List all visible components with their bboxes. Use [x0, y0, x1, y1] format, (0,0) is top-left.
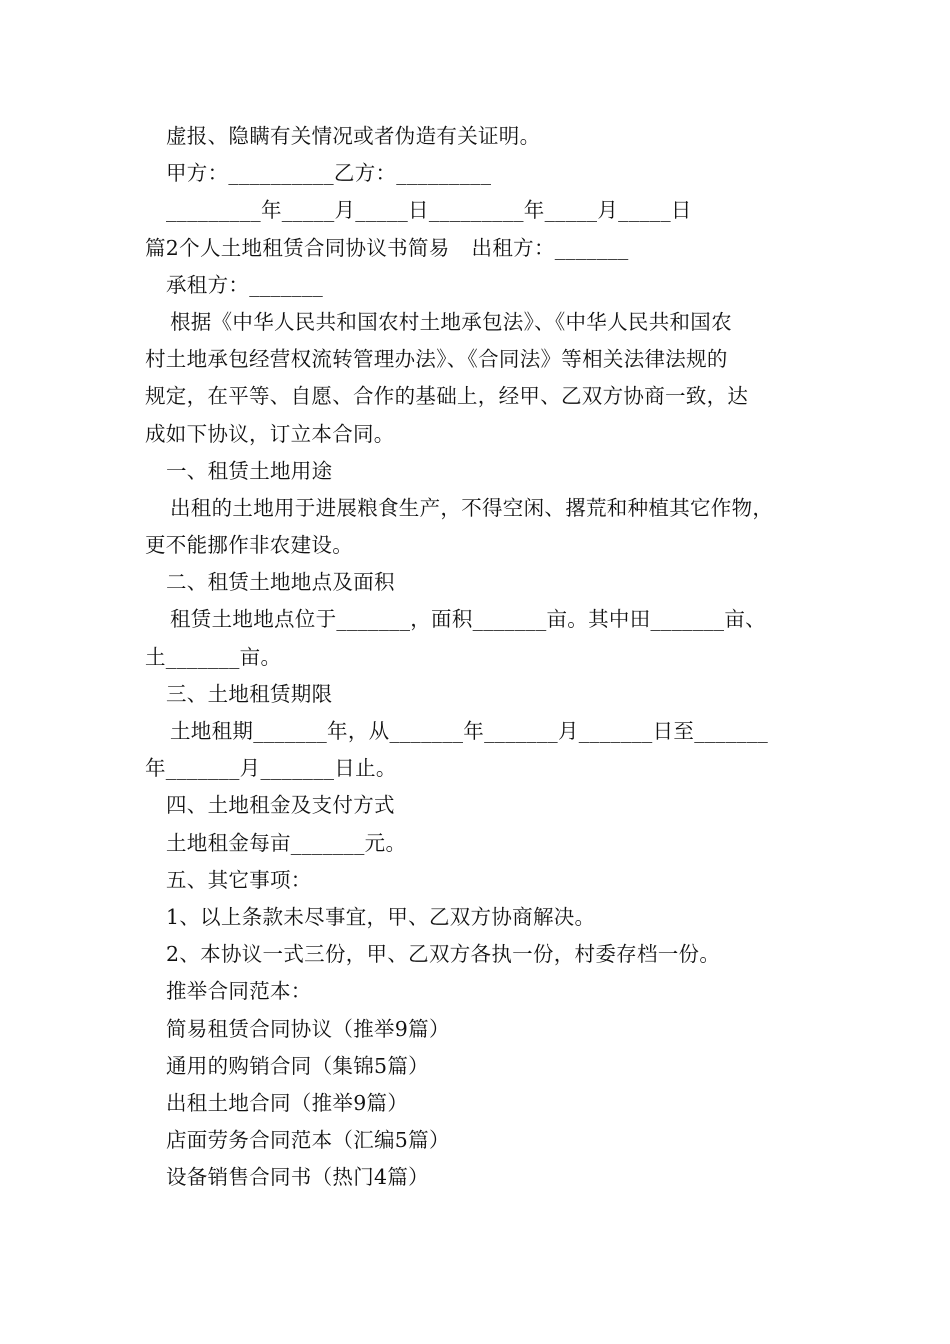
text-line-1: 虚报、隐瞒有关情况或者伪造有关证明。 [166, 124, 541, 148]
signature-line: 甲方：__________乙方：_________ [166, 161, 492, 186]
clause-heading: 三、土地租赁期限 [166, 681, 333, 706]
paragraph-line: 根据《中华人民共和国农村土地承包法》、《中华人民共和国农 [170, 309, 732, 334]
list-item: 1、以上条款未尽事宜，甲、乙双方协商解决。 [166, 904, 596, 929]
clause-heading: 一、租赁土地用途 [166, 458, 333, 483]
recommend-heading: 推举合同范本： [166, 979, 312, 1004]
recommend-item: 店面劳务合同范本（汇编5篇） [166, 1128, 450, 1153]
recommend-item: 设备销售合同书（热门4篇） [166, 1165, 429, 1190]
paragraph-line: 土地租期_______年，从_______年_______月_______日至_______ [170, 719, 769, 743]
list-item: 2、本协议一式三份，甲、乙双方各执一份，村委存档一份。 [166, 942, 721, 967]
paragraph-line: 土地租金每亩_______元。 [166, 830, 407, 855]
recommend-item: 通用的购销合同（集锦5篇） [166, 1053, 429, 1078]
document-page [145, 118, 825, 1196]
paragraph-line: 年_______月_______日止。 [145, 756, 397, 781]
date-line: _________年_____月_____日_________年_____月_____日 [166, 198, 692, 223]
paragraph-line: 规定，在平等、自愿、合作的基础上，经甲、乙双方协商一致，达 [145, 384, 749, 409]
recommend-item: 出租土地合同（推举9篇） [166, 1090, 409, 1115]
lessor-field: 出租方：_______ [471, 235, 629, 260]
recommend-item: 简易租赁合同协议（推举9篇） [166, 1016, 450, 1041]
paragraph-line: 村土地承包经营权流转管理办法》、《合同法》等相关法律法规的 [145, 347, 728, 372]
clause-heading: 四、土地租金及支付方式 [166, 793, 395, 818]
clause-heading: 五、其它事项： [166, 867, 312, 892]
paragraph-line: 租赁土地地点位于_______，面积_______亩。其中田_______亩、 [170, 607, 766, 632]
paragraph-line: 更不能挪作非农建设。 [145, 533, 353, 558]
lessee-field: 承租方：_______ [166, 272, 324, 297]
paragraph-line: 成如下协议，订立本合同。 [145, 421, 395, 446]
paragraph-line: 土_______亩。 [145, 644, 282, 669]
section-title-line [145, 230, 825, 267]
clause-heading: 二、租赁土地地点及面积 [166, 570, 395, 595]
section-title: 篇2个人土地租赁合同协议书简易 [145, 235, 450, 260]
paragraph-line: 出租的土地用于进展粮食生产，不得空闲、撂荒和种植其它作物， [170, 495, 774, 520]
